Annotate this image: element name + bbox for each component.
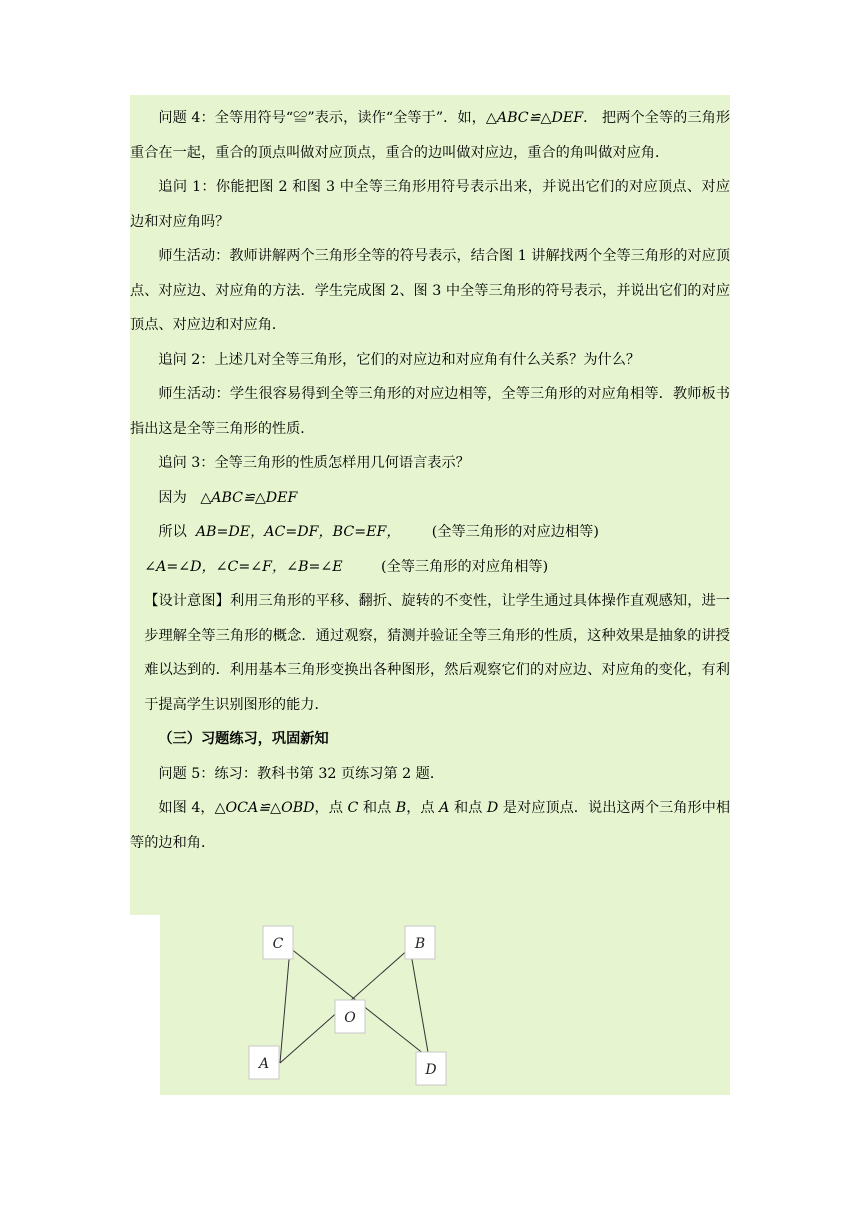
segment-ca: [280, 948, 290, 1063]
svg-text:O: O: [344, 1010, 356, 1026]
so-word: 所以: [158, 524, 187, 540]
design-intent-heading: 【设计意图】: [144, 593, 230, 609]
document-body: [130, 101, 730, 860]
q4-text-end: ． 把两个全等的三角形重合在一起，重合的顶点叫做对应顶点，重合的边叫做对应边，重合的角叫做对应角．: [130, 110, 731, 161]
point-label-c: [263, 926, 293, 959]
geometry-figure-4: [240, 918, 460, 1093]
fig4-point-d: D: [486, 800, 499, 816]
line-angles: [130, 550, 730, 585]
svg-text:C: C: [272, 936, 284, 952]
point-label-o: [335, 1000, 365, 1033]
svg-text:A: A: [258, 1056, 270, 1072]
fig4-text-j: 是对应顶点．说出这两个三角形中相等的边和角．: [130, 800, 731, 851]
fig4-text-h: 和点: [449, 800, 487, 816]
point-label-b: [405, 926, 435, 959]
because-math: △ABC≌△DEF: [200, 489, 298, 506]
so-note: (全等三角形的对应边相等): [431, 524, 599, 540]
line-because: [130, 481, 730, 516]
paragraph-followup-2: 追问 2：上述几对全等三角形，它们的对应边和对应角有什么关系？为什么？: [158, 351, 641, 368]
paragraph-activity-2: 师生活动：学生很容易得到全等三角形的对应边相等，全等三角形的对应角相等．教师板书指出这是全等三角形的性质．: [130, 386, 730, 437]
point-label-d: [416, 1052, 446, 1085]
q4-congruence-math: △ABC≌△DEF: [485, 110, 584, 126]
fig4-point-a: A: [439, 800, 450, 816]
fig4-text-f: ，点: [406, 800, 440, 816]
fig4-point-b: B: [395, 800, 407, 816]
angle-note: (全等三角形的对应角相等): [380, 558, 549, 575]
point-label-a: [249, 1046, 279, 1079]
paragraph-design-intent: [130, 584, 730, 722]
so-math: AB=DE，AC=DF，BC=EF，: [195, 524, 401, 540]
svg-text:B: B: [414, 936, 426, 952]
design-intent-body: 利用三角形的平移、翻折、旋转的不变性，让学生通过具体操作直观感知，进一步理解全等三角形的概念．通过观察，猜测并验证全等三角形的性质，这种效果是抽象的讲授难以达到的．利用基本三角形变换出各种图形，然后观察它们的对应边、对应角的变化，有利于提高学生识别图形的能力．: [144, 593, 730, 713]
fig4-congruence-math: △OCA≌△OBD: [214, 800, 315, 816]
fig4-text-a: 如图 4，: [158, 800, 215, 816]
line-so: [130, 515, 730, 550]
svg-text:D: D: [425, 1062, 437, 1078]
paragraph-question-5: 问题 5：练习：教科书第 32 页练习第 2 题．: [158, 765, 445, 782]
segment-bd: [410, 948, 429, 1058]
section-heading-3: （三）习题练习，巩固新知: [158, 731, 329, 747]
paragraph-followup-3: 追问 3：全等三角形的性质怎样用几何语言表示？: [158, 455, 470, 471]
angle-math: ∠A=∠D，∠C=∠F，∠B=∠E: [144, 558, 343, 575]
fig4-text-b: ，点: [314, 800, 348, 816]
because-word: 因为: [158, 489, 187, 506]
paragraph-followup-1: 追问 1：你能把图 2 和图 3 中全等三角形用符号表示出来，并说出它们的对应顶点、对应边和对应角吗？: [130, 179, 730, 230]
q4-text-start: 问题 4：全等用符号“≌”表示，读作“全等于”．如，: [158, 110, 486, 126]
fig4-point-c: C: [347, 800, 359, 816]
paragraph-activity-1: 师生活动：教师讲解两个三角形全等的符号表示，结合图 1 讲解找两个全等三角形的对应顶点、对应边、对应角的方法．学生完成图 2、图 3 中全等三角形的符号表示，并说出它们的对应顶点、对应边和对应角．: [130, 248, 730, 333]
fig4-text-d: 和点: [358, 800, 396, 816]
paragraph-figure-4: [130, 791, 730, 860]
paragraph-question-4: [130, 101, 730, 170]
